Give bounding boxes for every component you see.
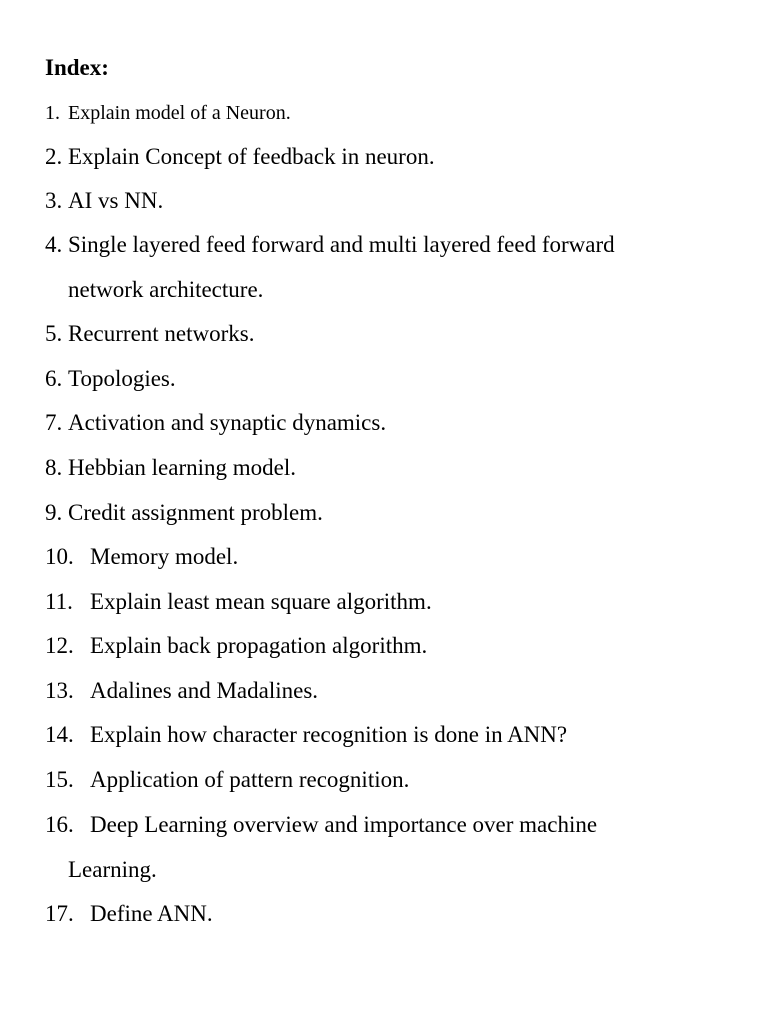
- item-number: 2.: [45, 144, 63, 169]
- item-number: 13.: [45, 678, 74, 703]
- item-number: 8.: [45, 455, 63, 480]
- item-text: Recurrent networks.: [68, 321, 255, 346]
- index-item-8: [45, 454, 296, 482]
- item-text: Explain back propagation algorithm.: [90, 633, 428, 658]
- item-text: Explain least mean square algorithm.: [90, 589, 432, 614]
- index-item-15: [45, 766, 409, 794]
- item-text: Deep Learning overview and importance over machine: [90, 812, 598, 837]
- item-text: Explain model of a Neuron.: [68, 102, 291, 124]
- index-item-16: [45, 811, 597, 839]
- item-text: Activation and synaptic dynamics.: [68, 410, 387, 435]
- index-heading: Index:: [45, 55, 109, 80]
- index-item-3: [45, 187, 163, 215]
- item-text: Define ANN.: [90, 901, 213, 926]
- item-number: 15.: [45, 767, 74, 792]
- item-number: 11.: [45, 589, 73, 614]
- item-text: Explain Concept of feedback in neuron.: [68, 144, 435, 169]
- item-number: 14.: [45, 722, 74, 747]
- item-number: 1.: [45, 102, 60, 124]
- item-number: 5.: [45, 321, 63, 346]
- item-number: 3.: [45, 188, 63, 213]
- index-item-6: [45, 365, 176, 393]
- item-number: 16.: [45, 812, 74, 837]
- index-item-16-continuation: Learning.: [68, 857, 157, 882]
- item-text: Memory model.: [90, 544, 239, 569]
- item-text: Credit assignment problem.: [68, 500, 323, 525]
- item-text: Topologies.: [68, 366, 176, 391]
- index-item-11: [45, 588, 432, 616]
- item-number: 9.: [45, 500, 63, 525]
- item-number: 10.: [45, 544, 74, 569]
- index-item-7: [45, 409, 386, 437]
- item-text: Application of pattern recognition.: [90, 767, 410, 792]
- index-item-9: [45, 499, 323, 527]
- index-item-1: [45, 99, 291, 127]
- item-text: Explain how character recognition is done in ANN?: [90, 722, 568, 747]
- item-number: 17.: [45, 901, 74, 926]
- index-item-12: [45, 632, 427, 660]
- item-number: 4.: [45, 232, 63, 257]
- index-item-5: [45, 320, 255, 348]
- item-text: Hebbian learning model.: [68, 455, 297, 480]
- index-item-2: [45, 143, 435, 171]
- item-text: Single layered feed forward and multi layered feed forward: [68, 232, 615, 257]
- index-item-13: [45, 677, 318, 705]
- index-item-10: [45, 543, 238, 571]
- item-text: Adalines and Madalines.: [90, 678, 319, 703]
- index-item-4-continuation: network architecture.: [68, 277, 264, 302]
- item-number: 7.: [45, 410, 63, 435]
- index-item-14: [45, 721, 567, 749]
- item-text: AI vs NN.: [68, 188, 164, 213]
- item-number: 6.: [45, 366, 63, 391]
- index-item-4: [45, 231, 615, 259]
- item-number: 12.: [45, 633, 74, 658]
- index-item-17: [45, 900, 213, 928]
